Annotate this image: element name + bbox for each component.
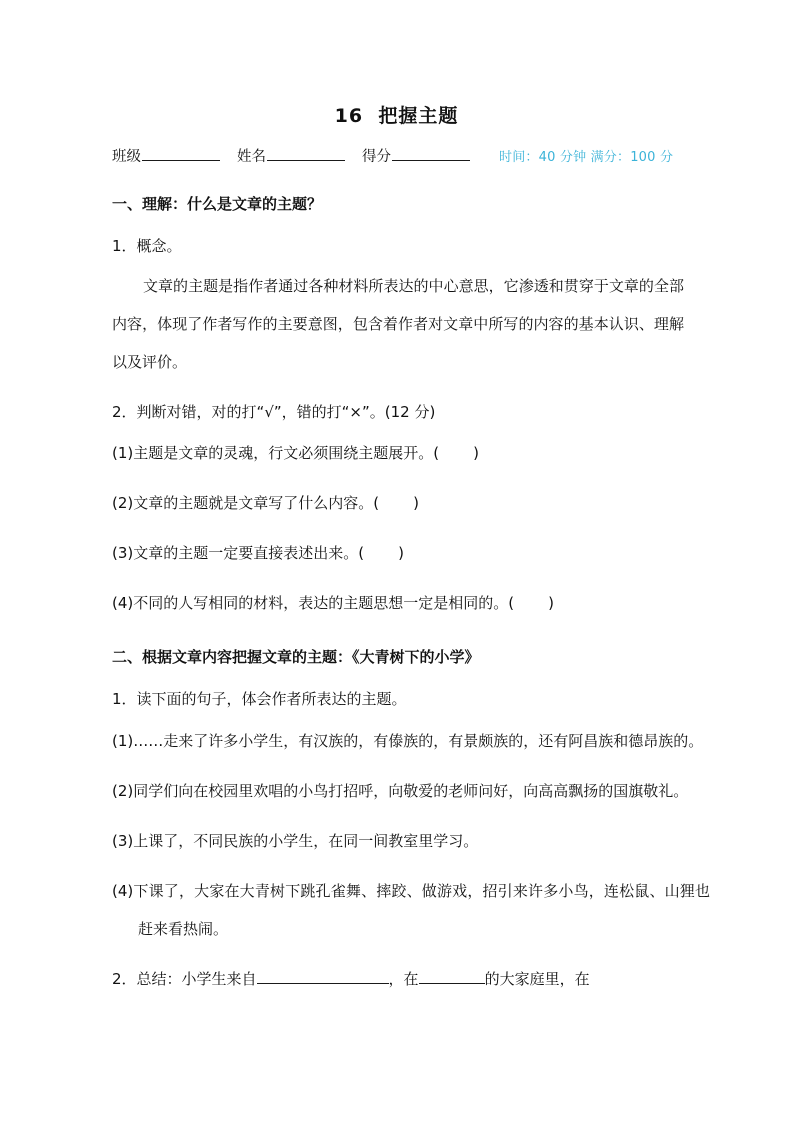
tf-item-4 bbox=[112, 584, 697, 622]
sentence-item-3-label: (3) bbox=[112, 832, 134, 850]
name-field[interactable] bbox=[237, 146, 345, 168]
tf-item-1-label: (1) bbox=[112, 444, 134, 462]
tf-item-3-tail: ) bbox=[398, 544, 404, 562]
score-blank-line[interactable] bbox=[392, 146, 470, 161]
summary-suffix: 的大家庭里，在 bbox=[484, 970, 590, 988]
sentence-item-2 bbox=[112, 772, 710, 810]
question-2-2-summary bbox=[112, 960, 697, 998]
question-1-2-number: 2．判断对错，对的打“√”，错的打“×”。(12 分) bbox=[112, 403, 436, 421]
tf-item-3-label: (3) bbox=[112, 544, 134, 562]
page-title: 16 把握主题 bbox=[334, 105, 459, 127]
summary-blank-2[interactable] bbox=[419, 969, 485, 984]
tf-item-2 bbox=[112, 484, 697, 522]
sentence-item-1-label: (1) bbox=[112, 732, 134, 750]
tf-item-3 bbox=[112, 534, 697, 572]
exam-info-text: 时间：40 分钟 满分：100 分 bbox=[499, 150, 674, 165]
score-field[interactable] bbox=[362, 146, 470, 168]
summary-prefix: 2．总结：小学生来自 bbox=[112, 970, 257, 988]
tf-item-4-text: 不同的人写相同的材料，表达的主题思想一定是相同的。( bbox=[133, 594, 515, 612]
sentence-item-1-text: ……走来了许多小学生，有汉族的，有傣族的，有景颇族的，还有阿昌族和德昂族的。 bbox=[133, 732, 704, 750]
tf-item-3-text: 文章的主题一定要直接表述出来。( bbox=[133, 544, 365, 562]
tf-item-1 bbox=[112, 434, 697, 472]
question-2-1-number: 1．读下面的句子，体会作者所表达的主题。 bbox=[112, 690, 407, 708]
student-info-row bbox=[112, 146, 697, 169]
class-label: 班级 bbox=[112, 149, 141, 165]
name-blank-line[interactable] bbox=[267, 146, 345, 161]
summary-blank-1[interactable] bbox=[257, 969, 389, 984]
question-1-1-body: 文章的主题是指作者通过各种材料所表达的中心意思，它渗透和贯穿于文章的全部内容，体现了作者写作的主要意图，包含着作者对文章中所写的内容的基本认识、理解以及评价。 bbox=[112, 277, 684, 371]
sentence-item-3-text: 上课了，不同民族的小学生，在同一间教室里学习。 bbox=[133, 832, 479, 850]
section-heading-2: 二、根据文章内容把握文章的主题：《大青树下的小学》 bbox=[112, 648, 480, 666]
score-label: 得分 bbox=[362, 149, 391, 165]
tf-item-4-tail: ) bbox=[548, 594, 554, 612]
summary-mid: ，在 bbox=[388, 970, 419, 988]
class-blank-line[interactable] bbox=[142, 146, 220, 161]
class-field[interactable] bbox=[112, 146, 220, 168]
sentence-item-4 bbox=[112, 872, 710, 948]
sentence-item-3 bbox=[112, 822, 697, 860]
tf-item-1-text: 主题是文章的灵魂，行文必须围绕主题展开。( bbox=[133, 444, 440, 462]
tf-item-2-tail: ) bbox=[413, 494, 419, 512]
tf-item-2-label: (2) bbox=[112, 494, 134, 512]
sentence-item-2-label: (2) bbox=[112, 782, 134, 800]
tf-item-1-tail: ) bbox=[473, 444, 479, 462]
sentence-item-4-label: (4) bbox=[112, 882, 134, 900]
sentence-item-2-text: 同学们向在校园里欢唱的小鸟打招呼，向敬爱的老师问好，向高高飘扬的国旗敬礼。 bbox=[133, 782, 689, 800]
tf-item-2-text: 文章的主题就是文章写了什么内容。( bbox=[133, 494, 380, 512]
name-label: 姓名 bbox=[237, 149, 266, 165]
tf-item-4-label: (4) bbox=[112, 594, 134, 612]
question-1-1-number: 1．概念。 bbox=[112, 237, 182, 255]
sentence-item-1 bbox=[112, 722, 710, 760]
sentence-item-4-text: 下课了，大家在大青树下跳孔雀舞、摔跤、做游戏，招引来许多小鸟，连松鼠、山狸也赶来看热闹。 bbox=[133, 882, 710, 938]
section-heading-1: 一、理解：什么是文章的主题？ bbox=[112, 195, 323, 213]
